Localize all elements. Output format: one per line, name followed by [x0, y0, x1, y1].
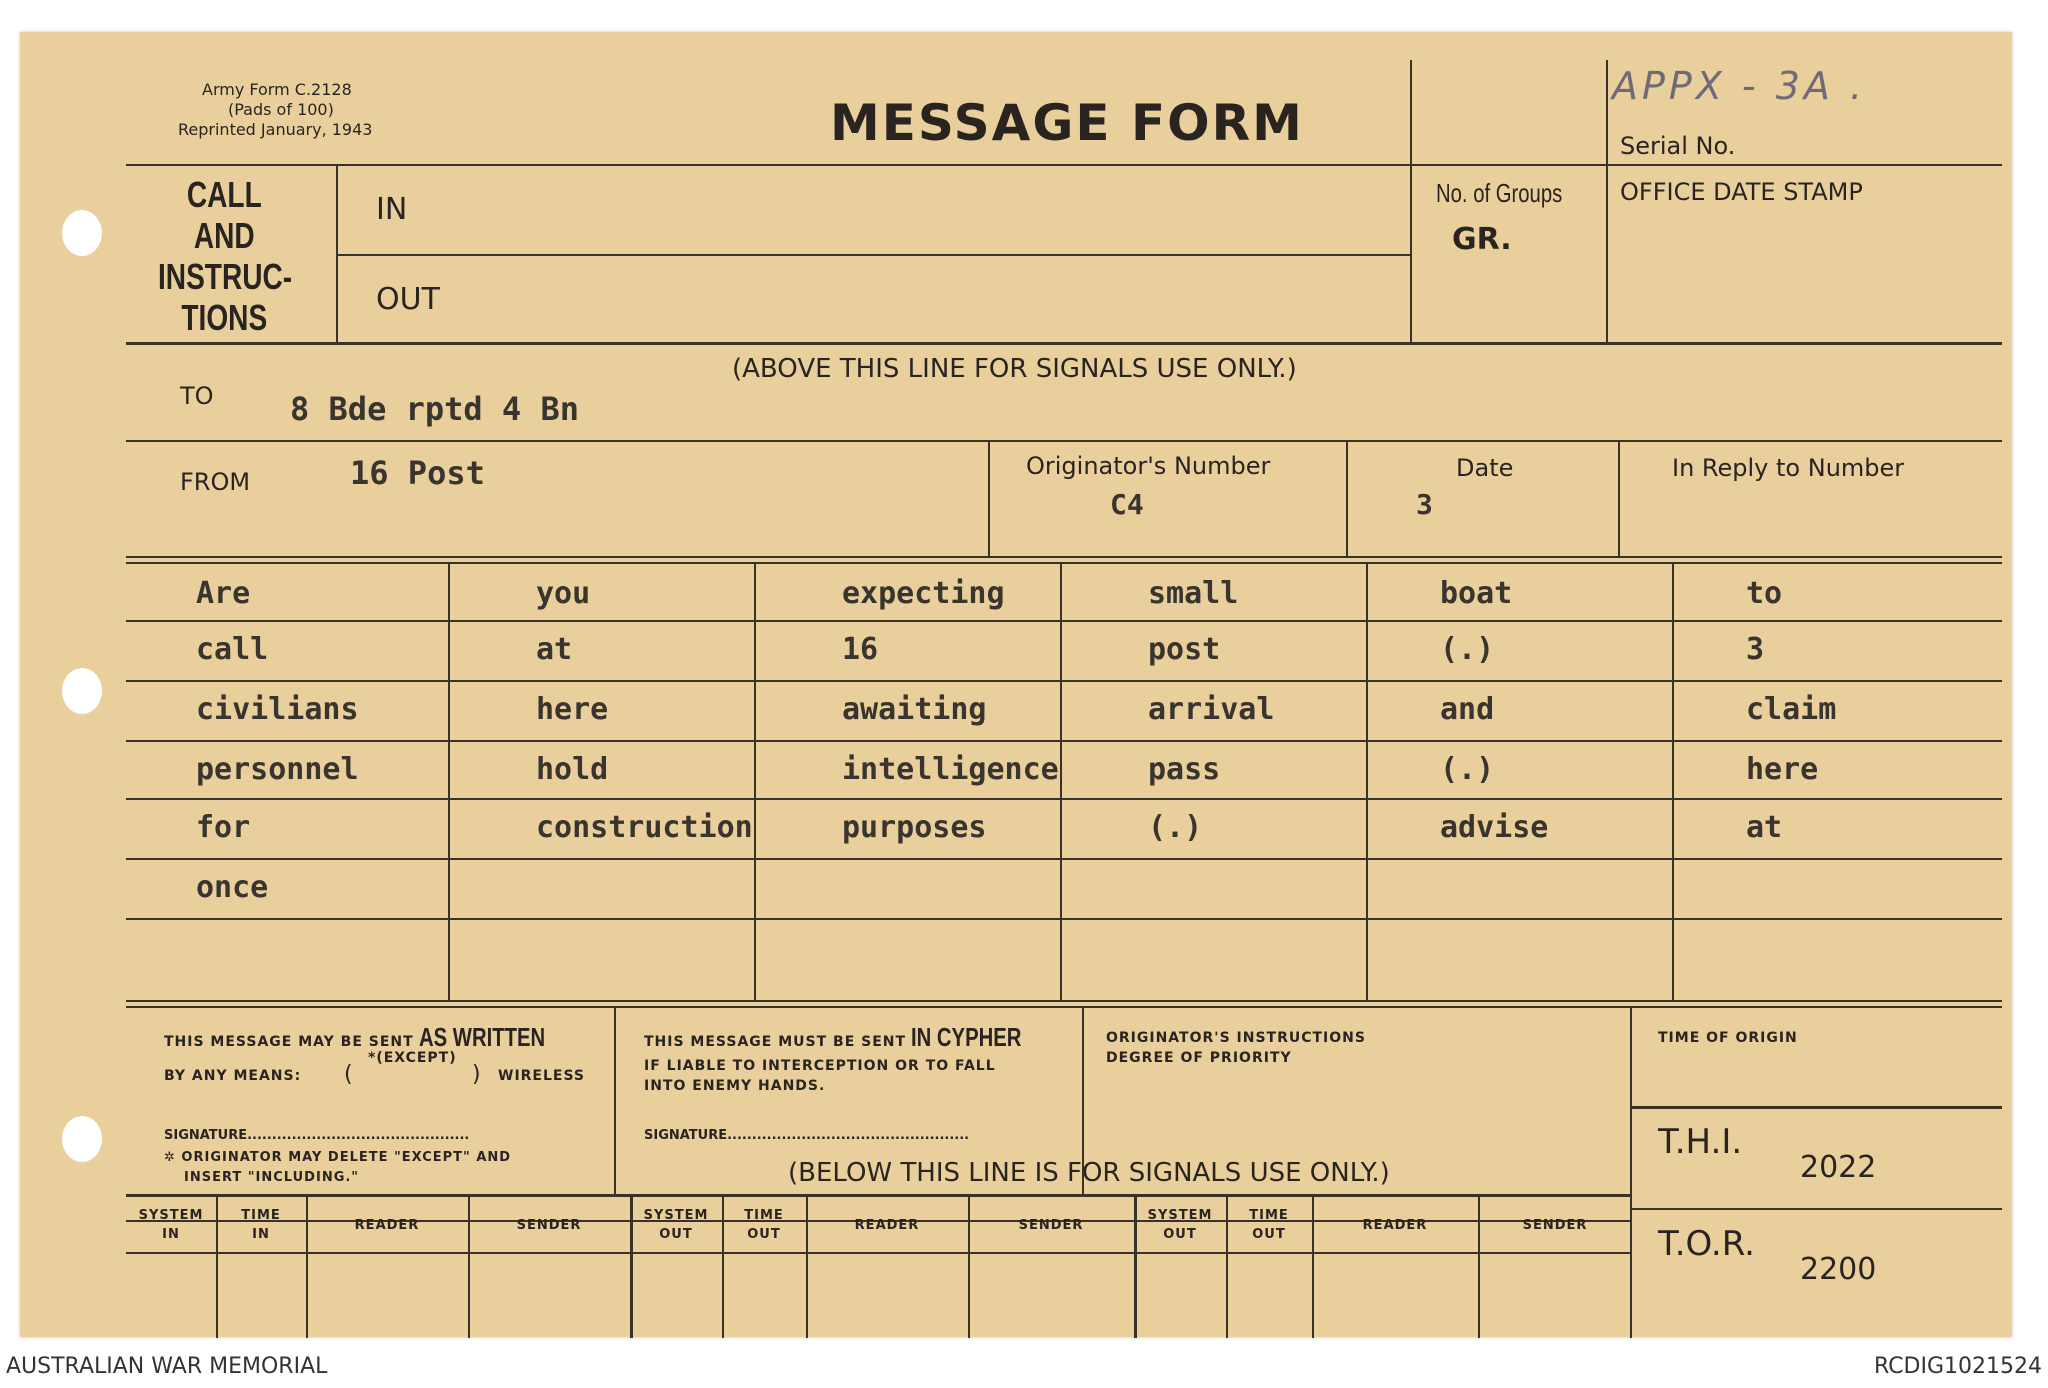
to-label: TO [180, 382, 214, 410]
signals-column-header: READER [1362, 1218, 1428, 1233]
message-word-cell: arrival [1148, 692, 1275, 727]
message-word-cell: (.) [1440, 752, 1495, 787]
form-pads: (Pads of 100) [228, 100, 334, 119]
punch-hole-top [62, 210, 102, 256]
message-word-cell: awaiting [842, 692, 987, 727]
archive-reference: RCDIG1021524 [1873, 1354, 2042, 1379]
signals-column-header: SYSTEM OUT [1147, 1208, 1213, 1242]
as-written-line [164, 1022, 581, 1053]
message-word-cell: and [1440, 692, 1495, 727]
as-written-heading: AS WRITTEN [418, 1022, 545, 1052]
message-word-cell: for [196, 810, 251, 845]
message-word-cell: advise [1440, 810, 1549, 845]
any-means-label: BY ANY MEANS: [164, 1068, 302, 1084]
date-value: 3 [1416, 488, 1433, 521]
message-word-cell: 16 [842, 632, 879, 667]
appendix-annotation: APPX - 3A . [1612, 64, 1867, 108]
rule [1632, 1208, 2002, 1210]
rule [126, 620, 2002, 622]
tor-label: T.O.R. [1658, 1224, 1755, 1264]
signals-column-header: READER [854, 1218, 920, 1233]
rule [1618, 442, 1620, 558]
message-word-cell: hold [536, 752, 609, 787]
signals-column-header: TIME IN [241, 1208, 281, 1242]
wireless-label: WIRELESS [498, 1068, 586, 1084]
punch-hole-bottom [62, 1116, 102, 1162]
signature-line-2: SIGNATURE................................................. [644, 1128, 970, 1143]
archive-credit: AUSTRALIAN WAR MEMORIAL [6, 1354, 328, 1379]
as-written-prefix: THIS MESSAGE MAY BE SENT [164, 1034, 414, 1050]
rule [754, 564, 756, 1000]
message-word-cell: to [1746, 576, 1783, 611]
signals-column-header: SENDER [1018, 1218, 1084, 1233]
tor-value: 2200 [1800, 1252, 1877, 1287]
message-word-cell: boat [1440, 576, 1513, 611]
rule [126, 556, 2002, 558]
message-word-cell: expecting [842, 576, 1005, 611]
close-paren: ) [472, 1062, 481, 1087]
signals-column-header: SENDER [516, 1218, 582, 1233]
office-date-stamp-label: OFFICE DATE STAMP [1620, 178, 1863, 206]
rule [1410, 60, 1412, 342]
message-word-cell: Are [196, 576, 251, 611]
message-word-cell: (.) [1440, 632, 1495, 667]
in-label: IN [376, 192, 408, 227]
rule [988, 442, 990, 558]
message-word-cell: intelligence [842, 752, 1059, 787]
rule [126, 440, 2002, 442]
originator-note-line-2: INSERT "INCLUDING." [184, 1170, 360, 1185]
rule [126, 798, 2002, 800]
rule [1346, 442, 1348, 558]
message-word-cell: here [1746, 752, 1819, 787]
originators-instructions-label: ORIGINATOR'S INSTRUCTIONS [1106, 1030, 1366, 1046]
signals-log-table [126, 1196, 1632, 1338]
message-word-cell: civilians [196, 692, 359, 727]
cypher-line [644, 1022, 1053, 1053]
signals-column-header: READER [354, 1218, 420, 1233]
signals-use-above-note: (ABOVE THIS LINE FOR SIGNALS USE ONLY.) [732, 354, 1297, 384]
rule [1606, 60, 1608, 342]
to-value: 8 Bde rptd 4 Bn [290, 390, 579, 428]
rule [126, 1006, 2002, 1008]
message-word-cell: (.) [1148, 810, 1203, 845]
open-paren: ( [344, 1062, 353, 1087]
cypher-prefix: THIS MESSAGE MUST BE SENT [644, 1034, 907, 1050]
message-word-cell: personnel [196, 752, 359, 787]
date-label: Date [1456, 454, 1514, 482]
message-word-cell: you [536, 576, 591, 611]
rule [1060, 564, 1062, 1000]
number-of-groups-label: No. of Groups [1436, 178, 1563, 208]
punch-hole-middle [62, 668, 102, 714]
originators-number-value: C4 [1110, 488, 1144, 521]
message-word-cell: once [196, 870, 269, 905]
except-label: *(EXCEPT) [368, 1050, 457, 1066]
call-and-instructions-label: CALL AND INSTRUC- TIONS [158, 174, 293, 338]
from-value: 16 Post [350, 454, 485, 492]
form-reprint: Reprinted January, 1943 [178, 120, 373, 139]
in-reply-to-number-label: In Reply to Number [1672, 454, 1905, 482]
thi-value: 2022 [1800, 1150, 1877, 1185]
originator-note-line-1: ✲ ORIGINATOR MAY DELETE "EXCEPT" AND [164, 1150, 512, 1165]
message-word-cell: at [1746, 810, 1783, 845]
message-word-cell: pass [1148, 752, 1221, 787]
signature-line-1: SIGNATURE............................................. [164, 1128, 470, 1143]
time-of-origin-label: TIME OF ORIGIN [1658, 1030, 1798, 1046]
degree-of-priority-label: DEGREE OF PRIORITY [1106, 1050, 1292, 1066]
signals-use-below-note: (BELOW THIS LINE IS FOR SIGNALS USE ONLY.) [788, 1158, 1390, 1188]
rule [126, 740, 2002, 742]
rule [126, 164, 2002, 166]
message-form-paper [20, 32, 2012, 1337]
message-word-cell: post [1148, 632, 1221, 667]
rule [614, 1008, 616, 1194]
cypher-line-3: INTO ENEMY HANDS. [644, 1078, 826, 1094]
message-text-grid [126, 564, 2002, 1000]
rule [1366, 564, 1368, 1000]
from-label: FROM [180, 468, 251, 496]
rule [1632, 1106, 2002, 1109]
message-word-cell: small [1148, 576, 1239, 611]
cypher-line-2: IF LIABLE TO INTERCEPTION OR TO FALL [644, 1058, 996, 1074]
form-number: Army Form C.2128 [202, 80, 352, 99]
form-title: MESSAGE FORM [830, 94, 1304, 152]
message-word-cell: at [536, 632, 573, 667]
rule [448, 564, 450, 1000]
cypher-heading: IN CYPHER [911, 1022, 1022, 1052]
signals-column-header: SYSTEM OUT [643, 1208, 709, 1242]
message-word-cell: claim [1746, 692, 1837, 727]
message-word-cell: 3 [1746, 632, 1765, 667]
serial-number-label: Serial No. [1620, 132, 1736, 160]
originators-number-label: Originator's Number [1026, 452, 1271, 480]
rule [126, 680, 2002, 682]
rule [126, 1000, 2002, 1002]
message-word-cell: here [536, 692, 609, 727]
rule [1672, 564, 1674, 1000]
rule [126, 858, 2002, 860]
rule [338, 254, 1410, 256]
signals-column-header: TIME OUT [1249, 1208, 1289, 1242]
message-word-cell: construction [536, 810, 753, 845]
signals-column-header: SENDER [1522, 1218, 1588, 1233]
groups-unit: GR. [1452, 222, 1512, 257]
message-word-cell: purposes [842, 810, 987, 845]
signals-column-header: SYSTEM IN [138, 1208, 204, 1242]
rule [126, 342, 2002, 345]
message-word-cell: call [196, 632, 269, 667]
signals-column-header: TIME OUT [744, 1208, 784, 1242]
out-label: OUT [376, 282, 440, 317]
thi-label: T.H.I. [1658, 1122, 1743, 1162]
rule [126, 918, 2002, 920]
